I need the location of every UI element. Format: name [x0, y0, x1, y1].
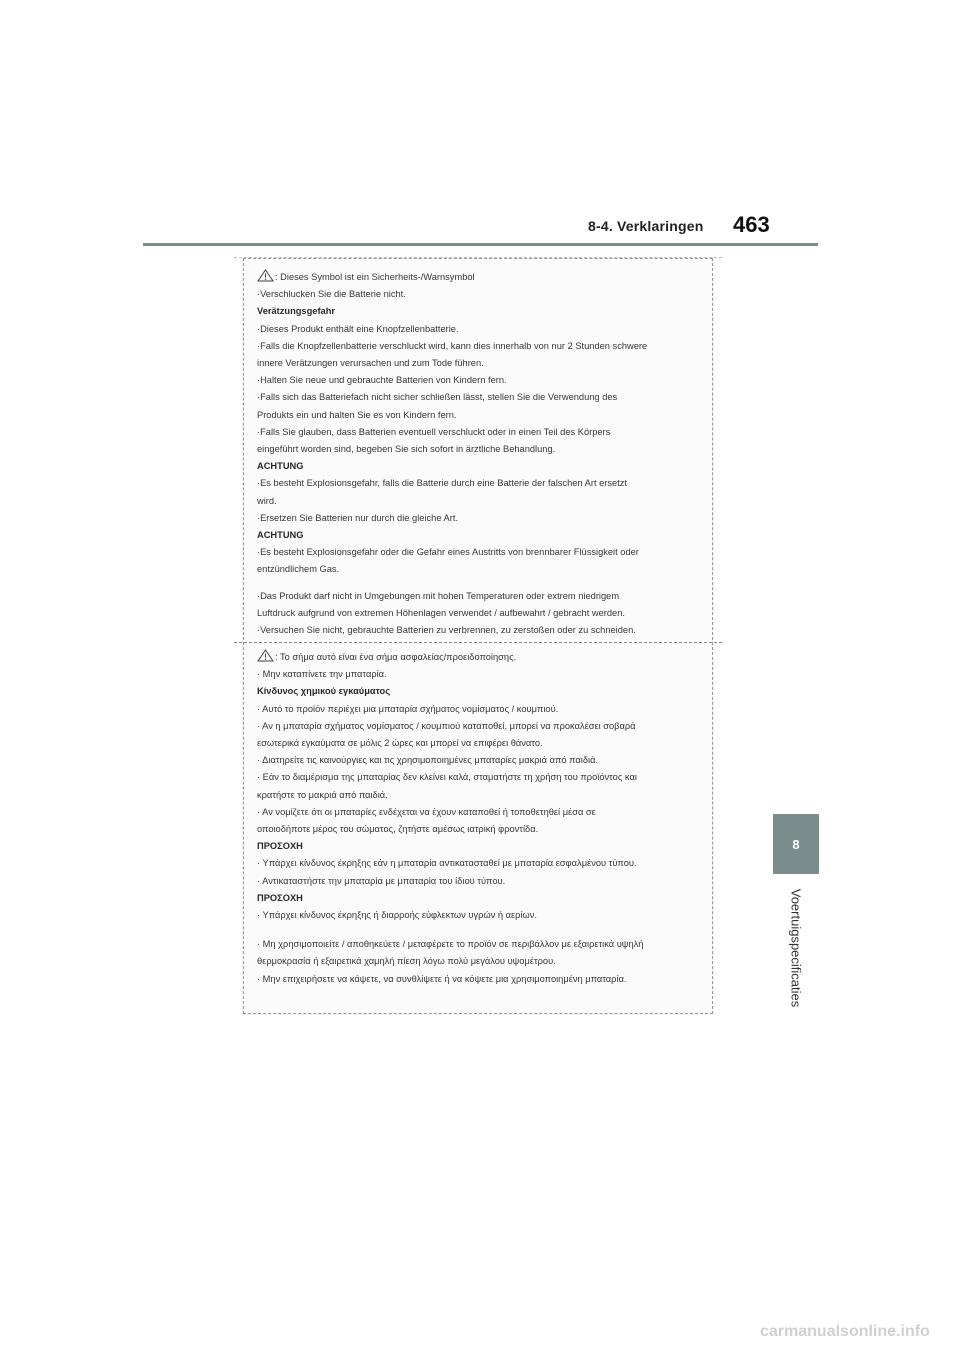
do-not-burn: · Μην επιχειρήσετε να κάψετε, να συνθλίψετε ή να κόψετε μια χρησιμοποιημένη μπαταρία.	[257, 973, 627, 984]
symbol-text: : Dieses Symbol ist ein Sicherheits-/Warnsymbol	[275, 272, 475, 282]
explosion-1-line-1: · Υπάρχει κίνδυνος έκρηξης εάν η μπαταρία αντικατασταθεί με μπαταρία εσφαλμένου τύπου.	[257, 858, 637, 869]
temperature-line-2: θερμοκρασία ή εξαιρετικά χαμηλή πίεση λόγω πολύ μεγάλου υψομέτρου.	[257, 956, 556, 967]
explosion-2-line-1: · Υπάρχει κίνδυνος έκρηξης ή διαρροής εύφλεκτων υγρών ή αερίων.	[257, 910, 538, 921]
symbol-line	[257, 649, 706, 666]
temperature-line-2: Luftdruck aufgrund von extremen Höhenlagen verwendet / aufbewahrt / gebracht werden.	[257, 607, 625, 618]
language-divider	[234, 642, 722, 643]
temperature-line-1: · Μη χρησιμοποιείτε / αποθηκεύετε / μεταφέρετε το προϊόν σε περιβάλλον με εξαιρετικά υψηλή	[257, 939, 644, 950]
section-title: 8-4. Verklaringen	[588, 218, 704, 234]
chapter-tab	[773, 814, 819, 874]
symbol-line	[257, 269, 706, 286]
battery-warning-label	[243, 258, 713, 1014]
swallowed-line-1: ·Falls die Knopfzellenbatterie verschluckt wird, kann dies innerhalb von nur 2 Stunden schwere	[257, 340, 648, 351]
compartment-line-2: κρατήστε το μακριά από παιδιά.	[257, 789, 388, 800]
temperature-line-1: ·Das Produkt darf nicht in Umgebungen mit hohen Temperaturen oder extrem niedrigem	[257, 590, 620, 601]
caution-heading-1: ΠΡΟΣΟΧΗ	[257, 841, 303, 852]
header-rule	[143, 243, 818, 246]
explosion-1-line-1: ·Es besteht Explosionsgefahr, falls die Batterie durch eine Batterie der falschen Art ersetzt	[257, 478, 628, 489]
contains-cell: · Αυτό το προϊόν περιέχει μια μπαταρία σχήματος νομίσματος / κουμπιού.	[257, 703, 559, 714]
medical-line-2: eingeführt worden sind, begeben Sie sich sofort in ärztliche Behandlung.	[257, 444, 556, 455]
medical-line-1: ·Falls Sie glauben, dass Batterien eventuell verschluckt oder in einen Teil des Körpers	[257, 426, 611, 437]
explosion-1-line-2: wird.	[257, 495, 277, 506]
swallow-warning: · Μην καταπίνετε την μπαταρία.	[257, 669, 387, 680]
caution-heading-2: ACHTUNG	[257, 530, 304, 541]
label-section-greek	[257, 649, 706, 988]
hazard-heading: Verätzungsgefahr	[257, 306, 336, 317]
explosion-2-line-1: ·Es besteht Explosionsgefahr oder die Gefahr eines Austritts von brennbarer Flüssigkeit oder	[257, 547, 639, 558]
same-type: ·Ersetzen Sie Batterien nur durch die gleiche Art.	[257, 512, 459, 523]
keep-away: · Διατηρείτε τις καινούργιες και τις χρησιμοποιημένες μπαταρίες μακριά από παιδιά.	[257, 755, 599, 766]
medical-line-1: · Αν νομίζετε ότι οι μπαταρίες ενδέχεται να έχουν καταποθεί ή τοποθετηθεί μέσα σε	[257, 806, 596, 817]
swallowed-line-2: εσωτερικά εγκαύματα σε μόλις 2 ώρες και μπορεί να επιφέρει θάνατο.	[257, 738, 543, 749]
explosion-2-line-2: entzündlichem Gas.	[257, 564, 340, 575]
warning-triangle-icon	[257, 269, 274, 282]
compartment-line-2: Produkts ein und halten Sie es von Kindern fern.	[257, 409, 457, 420]
contains-cell: ·Dieses Produkt enthält eine Knopfzellenbatterie.	[257, 323, 459, 334]
compartment-line-1: · Εάν το διαμέρισμα της μπαταρίας δεν κλείνει καλά, σταματήστε τη χρήση του προϊόντος και	[257, 772, 637, 783]
swallowed-line-1: · Αν η μπαταρία σχήματος νομίσματος / κουμπιού καταποθεί, μπορεί να προκαλέσει σοβαρά	[257, 720, 636, 731]
chapter-number: 8	[792, 836, 800, 852]
swallowed-line-2: innere Verätzungen verursachen und zum Tode führen.	[257, 358, 484, 369]
do-not-burn: ·Versuchen Sie nicht, gebrauchte Batterien zu verbrennen, zu zerstoßen oder zu schneiden.	[257, 625, 636, 636]
watermark: carmanualsonline.info	[760, 1323, 930, 1340]
swallow-warning: ·Verschlucken Sie die Batterie nicht.	[257, 289, 406, 300]
caution-heading-2: ΠΡΟΣΟΧΗ	[257, 892, 303, 903]
caution-heading-1: ACHTUNG	[257, 461, 304, 472]
label-section-german	[257, 269, 706, 639]
compartment-line-1: ·Falls sich das Batteriefach nicht sicher schließen lässt, stellen Sie die Verwendung des	[257, 392, 618, 403]
page-number: 463	[733, 212, 770, 237]
warning-triangle-icon	[257, 649, 274, 662]
hazard-heading: Κίνδυνος χημικού εγκαύματος	[257, 686, 391, 697]
chapter-label: Voertuigspecificaties	[788, 888, 804, 1008]
medical-line-2: οποιοδήποτε μέρος του σώματος, ζητήστε αμέσως ιατρική φροντίδα.	[257, 824, 539, 835]
keep-away: ·Halten Sie neue und gebrauchte Batterien von Kindern fern.	[257, 375, 507, 386]
same-type: · Αντικαταστήστε την μπαταρία με μπαταρία του ίδιου τύπου.	[257, 875, 506, 886]
symbol-text: : Το σήμα αυτό είναι ένα σήμα ασφαλείας/προειδοποίησης.	[275, 652, 517, 662]
